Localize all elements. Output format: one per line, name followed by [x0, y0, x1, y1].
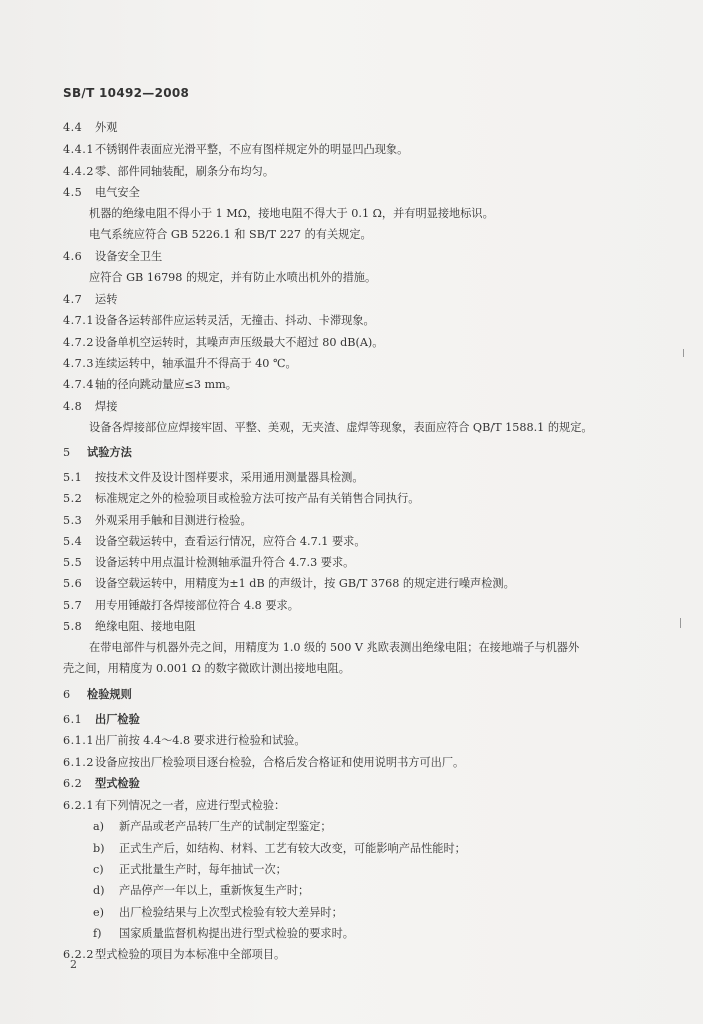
clause-text: 设备空载运转中，用精度为±1 dB 的声级计，按 GB/T 3768 的规定进行噪声检测。 [95, 577, 515, 590]
clause-line [89, 641, 579, 655]
clause-text: 正式批量生产时，每年抽试一次； [119, 863, 287, 876]
clause-number: 4.4.1 [63, 143, 94, 156]
clause-number: 5.7 [63, 599, 83, 612]
clause-line [63, 535, 366, 549]
clause-text: 型式检验的项目为本标准中全部项目。 [95, 948, 286, 961]
clause-number: 4.7.4 [63, 378, 94, 391]
clause-text: 出厂前按 4.4～4.8 要求进行检验和试验。 [95, 734, 306, 747]
clause-number: 5.3 [63, 514, 83, 527]
clause-text: 壳之间，用精度为 0.001 Ω 的数字微欧计测出接地电阻。 [63, 662, 350, 675]
list-item [93, 906, 343, 920]
clause-text: 检验规则 [87, 688, 132, 701]
clause-text: 设备各运转部件应运转灵活，无撞击、抖动、卡滞现象。 [95, 314, 375, 327]
clause-line [63, 620, 196, 634]
clause-text: 运转 [95, 293, 118, 306]
section-heading [63, 446, 132, 460]
clause-text: 电气系统应符合 GB 5226.1 和 SB/T 227 的有关规定。 [89, 228, 372, 241]
list-item [93, 884, 309, 898]
clause-number: 4.4.2 [63, 165, 94, 178]
clause-number: 4.7.1 [63, 314, 94, 327]
clause-line [63, 799, 285, 813]
clause-number: 6.2.2 [63, 948, 94, 961]
clause-line [63, 948, 285, 962]
clause-text: 正式生产后，如结构、材料、工艺有较大改变，可能影响产品性能时； [119, 842, 466, 855]
clause-number: d) [93, 884, 105, 897]
list-item [93, 927, 354, 941]
clause-line [63, 492, 419, 506]
clause-number: 4.7.3 [63, 357, 94, 370]
clause-text: 按技术文件及设计图样要求，采用通用测量器具检测。 [95, 471, 364, 484]
clause-line [63, 577, 515, 591]
clause-number: b) [93, 842, 105, 855]
clause-number: 5 [63, 446, 71, 459]
clause-line [63, 556, 354, 570]
clause-line [63, 599, 299, 613]
clause-line [63, 713, 140, 727]
list-item [93, 863, 287, 877]
clause-line [63, 378, 237, 392]
clause-line [63, 293, 117, 307]
clause-text: 有下列情况之一者，应进行型式检验： [95, 799, 286, 812]
clause-number: 5.4 [63, 535, 83, 548]
clause-text: 轴的径向跳动量应≤3 mm。 [95, 378, 237, 391]
clause-number: 5.8 [63, 620, 83, 633]
clause-line [63, 250, 162, 264]
section-heading [63, 688, 132, 702]
clause-text: 绝缘电阻、接地电阻 [95, 620, 196, 633]
clause-text: 外观采用手触和目测进行检验。 [95, 514, 252, 527]
clause-text: 出厂检验结果与上次型式检验有较大差异时； [119, 906, 343, 919]
scan-mark [683, 349, 684, 357]
clause-line [89, 207, 494, 221]
clause-number: 6.1.2 [63, 756, 94, 769]
clause-number: 4.5 [63, 186, 83, 199]
clause-text: 标准规定之外的检验项目或检验方法可按产品有关销售合同执行。 [95, 492, 420, 505]
clause-number: 6 [63, 688, 71, 701]
clause-number: 4.7 [63, 293, 83, 306]
clause-number: e) [93, 906, 104, 919]
clause-line [63, 165, 274, 179]
clause-text: 不锈钢件表面应光滑平整，不应有图样规定外的明显凹凸现象。 [95, 143, 409, 156]
clause-number: 4.7.2 [63, 336, 94, 349]
list-item [93, 820, 332, 834]
clause-text: 出厂检验 [95, 713, 140, 726]
clause-line [63, 777, 140, 791]
clause-number: a) [93, 820, 105, 833]
clause-number: 6.1 [63, 713, 83, 726]
clause-number: 4.6 [63, 250, 83, 263]
clause-text: 设备各焊接部位应焊接牢固、平整、美观，无夹渣、虚焊等现象，表面应符合 QB/T 1588.1 的规定。 [89, 421, 593, 434]
clause-text: 零、部件同轴装配，刷条分布均匀。 [95, 165, 275, 178]
clause-text: 设备应按出厂检验项目逐台检验，合格后发合格证和使用说明书方可出厂。 [95, 756, 465, 769]
scan-mark [680, 618, 681, 628]
clause-text: 焊接 [95, 400, 118, 413]
clause-line [89, 421, 593, 435]
clause-text: 设备安全卫生 [95, 250, 163, 263]
clause-text: 外观 [95, 121, 118, 134]
standard-code-header: SB/T 10492—2008 [63, 86, 190, 100]
clause-number: 5.2 [63, 492, 83, 505]
clause-text: 国家质量监督机构提出进行型式检验的要求时。 [119, 927, 354, 940]
clause-line [63, 336, 383, 350]
clause-number: 5.6 [63, 577, 83, 590]
page-number: 2 [70, 958, 77, 971]
clause-line [63, 662, 350, 676]
clause-line [89, 271, 376, 285]
clause-number: 6.2.1 [63, 799, 94, 812]
clause-line [63, 734, 306, 748]
clause-number: f) [93, 927, 102, 940]
list-item [93, 842, 466, 856]
clause-text: 机器的绝缘电阻不得小于 1 MΩ，接地电阻不得大于 0.1 Ω，并有明显接地标识。 [89, 207, 494, 220]
clause-number: 5.1 [63, 471, 83, 484]
clause-number: 4.4 [63, 121, 83, 134]
clause-text: 型式检验 [95, 777, 140, 790]
clause-line [63, 186, 140, 200]
clause-line [63, 756, 464, 770]
clause-line [63, 121, 117, 135]
clause-text: 新产品或老产品转厂生产的试制定型鉴定； [119, 820, 332, 833]
clause-line [63, 357, 297, 371]
clause-text: 产品停产一年以上，重新恢复生产时； [119, 884, 310, 897]
clause-text: 电气安全 [95, 186, 140, 199]
clause-line [89, 228, 372, 242]
clause-text: 在带电部件与机器外壳之间，用精度为 1.0 级的 500 V 兆欧表测出绝缘电阻；在接地端子与机器外 [89, 641, 580, 654]
clause-line [63, 514, 252, 528]
clause-number: 6.1.1 [63, 734, 94, 747]
clause-text: 应符合 GB 16798 的规定，并有防止水喷出机外的措施。 [89, 271, 377, 284]
clause-line [63, 314, 375, 328]
clause-number: 6.2 [63, 777, 83, 790]
clause-line [63, 400, 117, 414]
clause-line [63, 471, 364, 485]
clause-number: c) [93, 863, 104, 876]
clause-line [63, 143, 408, 157]
clause-text: 设备空载运转中，查看运行情况，应符合 4.7.1 要求。 [95, 535, 366, 548]
clause-text: 试验方法 [87, 446, 132, 459]
clause-number: 5.5 [63, 556, 83, 569]
clause-number: 4.8 [63, 400, 83, 413]
clause-text: 连续运转中，轴承温升不得高于 40 ℃。 [95, 357, 297, 370]
clause-text: 用专用锤敲打各焊接部位符合 4.8 要求。 [95, 599, 299, 612]
clause-text: 设备运转中用点温计检测轴承温升符合 4.7.3 要求。 [95, 556, 355, 569]
clause-text: 设备单机空运转时，其噪声声压级最大不超过 80 dB(A)。 [95, 336, 384, 349]
